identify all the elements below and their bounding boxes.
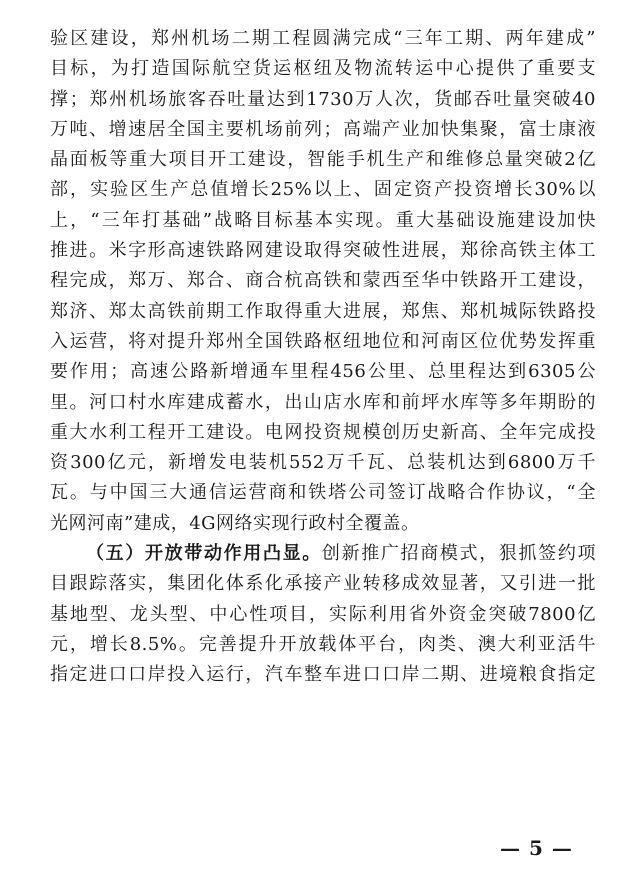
paragraph-line: 指定进口口岸投入运行，汽车整车进口口岸二期、进境粮食指定	[50, 664, 596, 686]
paragraph-line: 瓦。与中国三大通信运营商和铁塔公司签订战略合作协议，“全	[50, 482, 596, 504]
paragraph-line: 资300亿元，新增发电装机552万千瓦、总装机达到6800万千	[50, 452, 596, 474]
paragraph-line: 光网河南”建成，4G网络实现行政村全覆盖。	[50, 512, 420, 534]
paragraph-line: 基地型、龙头型、中心性项目，实际利用省外资金突破7800亿	[50, 603, 596, 625]
paragraph-line: 元，增长8.5%。完善提升开放载体平台，肉类、澳大利亚活牛	[50, 633, 596, 655]
paragraph-line: 部，实验区生产总值增长25%以上、固定资产投资增长30%以	[50, 179, 596, 201]
paragraph-line: 要作用；高速公路新增通车里程456公里、总里程达到6305公	[50, 361, 596, 383]
paragraph-line: 晶面板等重大项目开工建设，智能手机生产和维修总量突破2亿	[50, 149, 596, 171]
paragraph-line: 万吨、增速居全国主要机场前列；高端产业加快集聚，富士康液	[50, 118, 596, 140]
paragraph-line: 撑；郑州机场旅客吞吐量达到1730万人次，货邮吞吐量突破40	[50, 88, 596, 110]
paragraph-line: 目跟踪落实，集团化体系化承接产业转移成效显著，又引进一批	[50, 573, 596, 595]
paragraph-line: 目标，为打造国际航空货运枢纽及物流转运中心提供了重要支	[50, 58, 596, 80]
page-number: — 5 —	[500, 836, 573, 860]
section-five-first-line-text: 创新推广招商模式，狠抓签约项	[321, 543, 597, 565]
paragraph-line: 里。河口村水库建成蓄水，出山店水库和前坪水库等多年期盼的	[50, 391, 596, 413]
document-body	[50, 24, 596, 691]
paragraph-line: 郑济、郑太高铁前期工作取得重大进展，郑焦、郑机城际铁路投	[50, 300, 596, 322]
paragraph-line: 验区建设，郑州机场二期工程圆满完成“三年工期、两年建成”	[50, 28, 596, 49]
paragraph-line: 上，“三年打基础”战略目标基本实现。重大基础设施建设加快	[50, 209, 596, 231]
section-five-heading: （五）开放带动作用凸显。	[86, 543, 322, 565]
section-five-first-line	[50, 539, 596, 569]
paragraph-line: 重大水利工程开工建设。电网投资规模创历史新高、全年完成投	[50, 421, 596, 443]
paragraph-line: 程完成，郑万、郑合、商合杭高铁和蒙西至华中铁路开工建设，	[50, 270, 596, 292]
paragraph-line: 推进。米字形高速铁路网建设取得突破性进展，郑徐高铁主体工	[50, 240, 596, 262]
paragraph-line: 入运营，将对提升郑州全国铁路枢纽地位和河南区位优势发挥重	[50, 330, 596, 352]
